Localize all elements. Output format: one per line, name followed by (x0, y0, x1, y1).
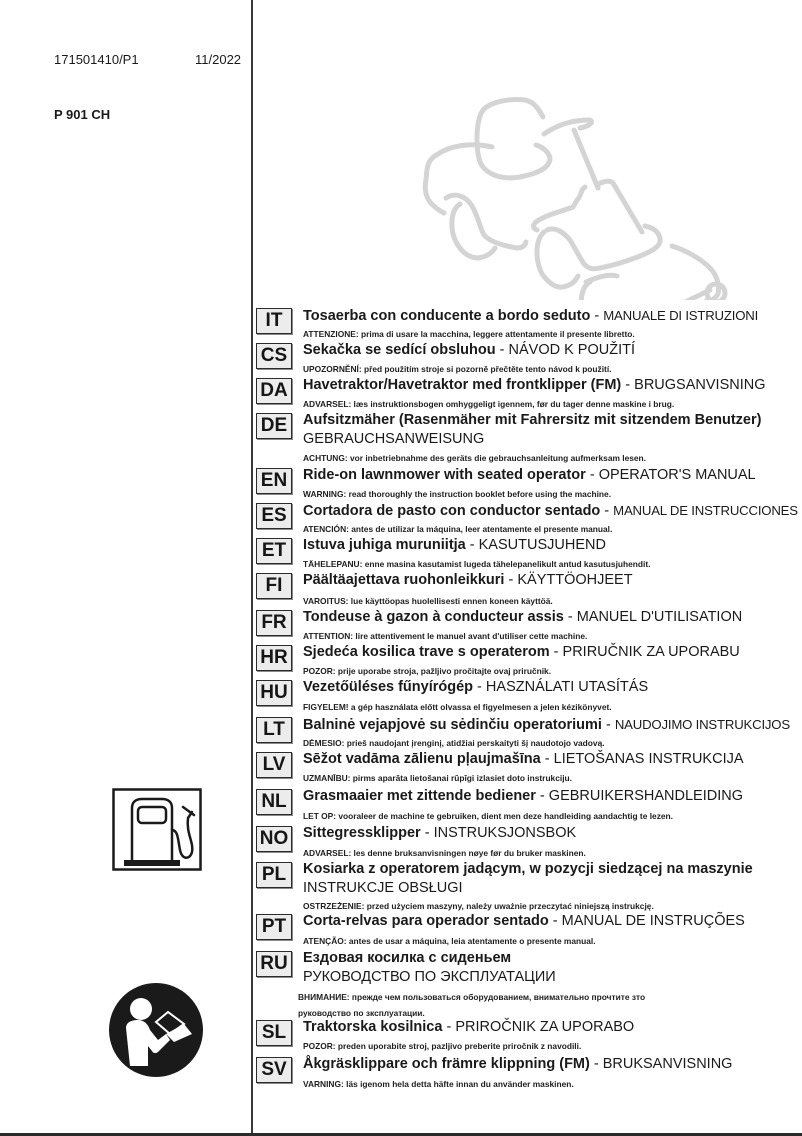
read-manual-icon (108, 982, 204, 1078)
product-title: Åkgräsklippare och främre klippning (FM) - BRUKSANVISNING (303, 1056, 733, 1072)
warning-text: ADVARSEL: les denne bruksanvisningen nøye før du bruker maskinen. (303, 848, 586, 858)
language-code-badge: LV (256, 752, 292, 778)
warning-text: ATTENZIONE: prima di usare la macchina, leggere attentamente il presente libretto. (303, 329, 635, 339)
warning-text: TÄHELEPANU: enne masina kasutamist lugeda tähelepanelikult antud kasutusjuhendit. (303, 559, 651, 569)
warning-text: FIGYELEM! a gép használata előtt olvassa el figyelmesen a jelen kézikönyvet. (303, 702, 612, 712)
language-code-badge: LT (256, 717, 292, 743)
manual-label: INSTRUKCJE OBSŁUGI (303, 880, 463, 896)
warning-text: ACHTUNG: vor inbetriebnahme des geräts die gebrauchsanleitung aufmerksam lesen. (303, 453, 646, 463)
language-code-badge: PT (256, 914, 292, 940)
warning-text: UPOZORNĚNÍ: před použitím stroje si pozorně přečtěte tento návod k použití. (303, 364, 612, 374)
product-title: Balninė vejapjovė su sėdinčiu operatoriumi - NAUDOJIMO INSTRUKCIJOS (303, 717, 790, 733)
manual-label: GEBRAUCHSANWEISUNG (303, 431, 485, 447)
language-code-badge: HR (256, 645, 292, 671)
warning-text: LET OP: vooraleer de machine te gebruiken, dient men deze handleiding aandachtig te lezen. (303, 811, 673, 821)
vertical-divider (251, 0, 253, 1136)
product-title: Sekačka se sedící obsluhou - NÁVOD K POUŽITÍ (303, 342, 636, 358)
language-code-badge: PL (256, 862, 292, 888)
product-title: Sēžot vadāma zālienu pļaujmašīna - LIETOŠANAS INSTRUKCIJA (303, 751, 744, 767)
product-title: Traktorska kosilnica - PRIROČNIK ZA UPORABO (303, 1019, 635, 1035)
language-code-badge: NO (256, 826, 292, 852)
warning-text: DĖMESIO: prieš naudojant įrenginį, atidžiai perskaityti šį naudotojo vadovą. (303, 738, 605, 748)
document-code: 171501410/P1 (54, 52, 139, 67)
product-title: Tondeuse à gazon à conducteur assis - MANUEL D'UTILISATION (303, 609, 743, 625)
language-code-badge: DE (256, 413, 292, 439)
product-title: Havetraktor/Havetraktor med frontklipper (FM) - BRUGSANVISNING (303, 377, 766, 393)
product-title: Istuva juhiga muruniitja - KASUTUSJUHEND (303, 537, 606, 553)
product-title: Aufsitzmäher (Rasenmäher mit Fahrersitz mit sitzendem Benutzer) (303, 412, 762, 428)
language-code-badge: ES (256, 503, 292, 529)
product-title: Sittegressklipper - INSTRUKSJONSBOK (303, 825, 577, 841)
warning-text: OSTRZEŻENIE: przed użyciem maszyny, należy uważnie przeczytać niniejszą instrukcję. (303, 901, 654, 911)
warning-text: VAROITUS: lue käyttöopas huolellisesti ennen koneen käyttöä. (303, 596, 553, 606)
language-code-badge: SL (256, 1020, 292, 1046)
warning-text-continued: руководство по зксплуатации. (298, 1008, 425, 1018)
warning-text: UZMANĪBU: pirms aparāta lietošanai rūpīgi izlasiet doto instrukciju. (303, 773, 572, 783)
product-title: Tosaerba con conducente a bordo seduto - MANUALE DI ISTRUZIONI (303, 308, 759, 324)
language-code-badge: FI (256, 573, 292, 599)
language-code-badge: NL (256, 789, 292, 815)
product-title: Ride-on lawnmower with seated operator - OPERATOR'S MANUAL (303, 467, 756, 483)
warning-text: POZOR: prije uporabe stroja, pažljivo pročitajte ovaj priručnik. (303, 666, 552, 676)
language-code-badge: RU (256, 951, 292, 977)
language-code-badge: ET (256, 538, 292, 564)
language-code-badge: IT (256, 308, 292, 334)
fuel-pump-icon (112, 788, 202, 871)
warning-text: VARNING: läs igenom hela detta häfte innan du använder maskinen. (303, 1079, 574, 1089)
ride-on-mower-illustration (410, 50, 730, 300)
language-code-badge: EN (256, 468, 292, 494)
warning-text: WARNING: read thoroughly the instruction booklet before using the machine. (303, 489, 612, 499)
document-date: 11/2022 (195, 52, 242, 67)
manual-label: РУКОВОДСТВО ПО ЭКСПЛУАТАЦИИ (303, 969, 556, 985)
language-code-badge: SV (256, 1057, 292, 1083)
warning-text: ATTENTION: lire attentivement le manuel avant d'utiliser cette machine. (303, 631, 588, 641)
model-name: P 901 CH (54, 107, 111, 122)
warning-text: ATENCIÓN: antes de utilizar la máquina, leer atentamente el presente manual. (303, 524, 613, 534)
language-code-badge: FR (256, 610, 292, 636)
product-title: Cortadora de pasto con conductor sentado - MANUAL DE INSTRUCCIONES (303, 503, 798, 519)
language-code-badge: DA (256, 378, 292, 404)
product-title: Vezetőüléses fűnyírógép - HASZNÁLATI UTASÍTÁS (303, 679, 649, 695)
product-title: Kosiarka z operatorem jadącym, w pozycji siedzącej na maszynie (303, 861, 753, 877)
product-title: Sjedeća kosilica trave s operaterom - PRIRUČNIK ZA UPORABU (303, 644, 740, 660)
language-code-badge: HU (256, 680, 292, 706)
language-code-badge: CS (256, 343, 292, 369)
warning-text: ATENÇÃO: antes de usar a máquina, leia atentamente o presente manual. (303, 936, 596, 946)
product-title: Grasmaaier met zittende bediener - GEBRUIKERSHANDLEIDING (303, 788, 743, 804)
product-title: Päältäajettava ruohonleikkuri - KÄYTTÖOHJEET (303, 572, 633, 588)
product-title: Ездовая косилка с сиденьем (303, 950, 512, 966)
warning-text: ADVARSEL: læs instruktionsbogen omhyggeligt igennem, før du tager denne maskine i brug. (303, 399, 675, 409)
product-title: Corta-relvas para operador sentado - MANUAL DE INSTRUÇÕES (303, 913, 745, 929)
warning-text: ВНИМАНИЕ: прежде чем пользоваться оборудованием, внимательно прочтите зто (298, 992, 646, 1002)
warning-text: POZOR: preden uporabite stroj, pazljivo preberite priročnik z navodili. (303, 1041, 582, 1051)
